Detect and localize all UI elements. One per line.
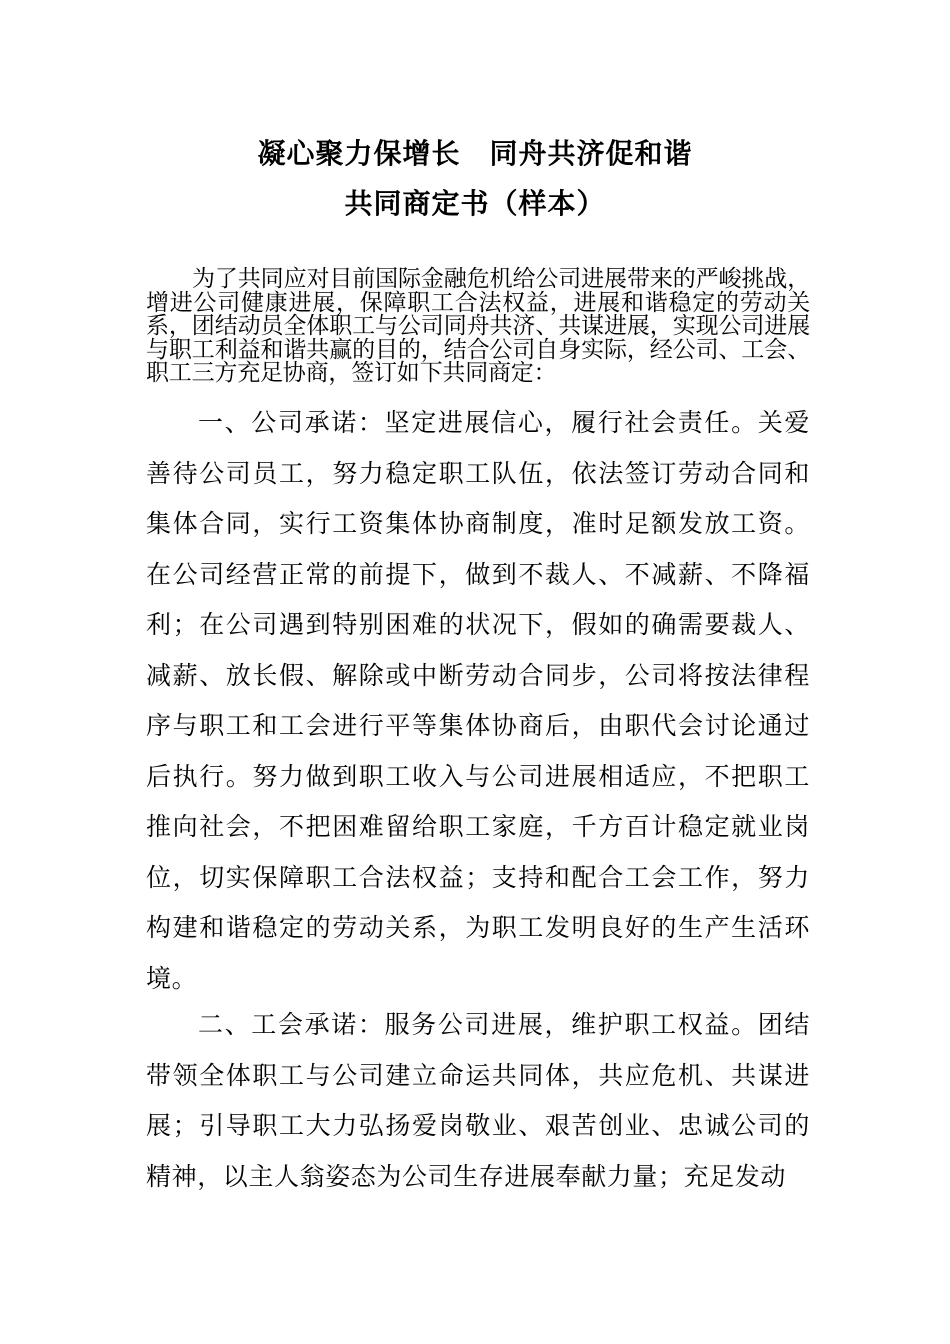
section2-paragraph: 二、工会承诺：服务公司进展，维护职工权益。团结带领全体职工与公司建立命运共同体，共应危机、共谋进展；引导职工大力弘扬爱岗敬业、艰苦创业、忠诚公司的精神，以主人翁姿态为公司生存进展奉献力量；充足发动: [146, 1010, 810, 1191]
intro-section: [146, 268, 810, 386]
intro-paragraph: 为了共同应对目前国际金融危机给公司进展带来的严峻挑战，增进公司健康进展，保障职工合法权益，进展和谐稳定的劳动关系，团结动员全体职工与公司同舟共济、共谋进展，实现公司进展与职工利益和谐共赢的目的，结合公司自身实际，经公司、工会、职工三方充足协商，签订如下共同商定：: [146, 266, 810, 386]
section1-paragraph: 一、公司承诺：坚定进展信心，履行社会责任。关爱善待公司员工，努力稳定职工队伍，依法签订劳动合同和集体合同，实行工资集体协商制度，准时足额发放工资。在公司经营正常的前提下，做到不裁人、不减薪、不降福利；在公司遇到特别困难的状况下，假如的确需要裁人、减薪、放长假、解除或中断劳动合同步，公司将按法律程序与职工和工会进行平等集体协商后，由职代会讨论通过后执行。努力做到职工收入与公司进展相适应，不把职工推向社会，不把困难留给职工家庭，千方百计稳定就业岗位，切实保障职工合法权益；支持和配合工会工作，努力构建和谐稳定的劳动关系，为职工发明良好的生产生活环境。: [146, 408, 810, 993]
document-title: 凝心聚力保增长 同舟共济促和谐: [257, 137, 693, 170]
document-subtitle: 共同商定书（样本）: [344, 187, 606, 220]
section-company-commitment: [146, 398, 810, 1004]
section-union-commitment: [146, 1000, 810, 1202]
